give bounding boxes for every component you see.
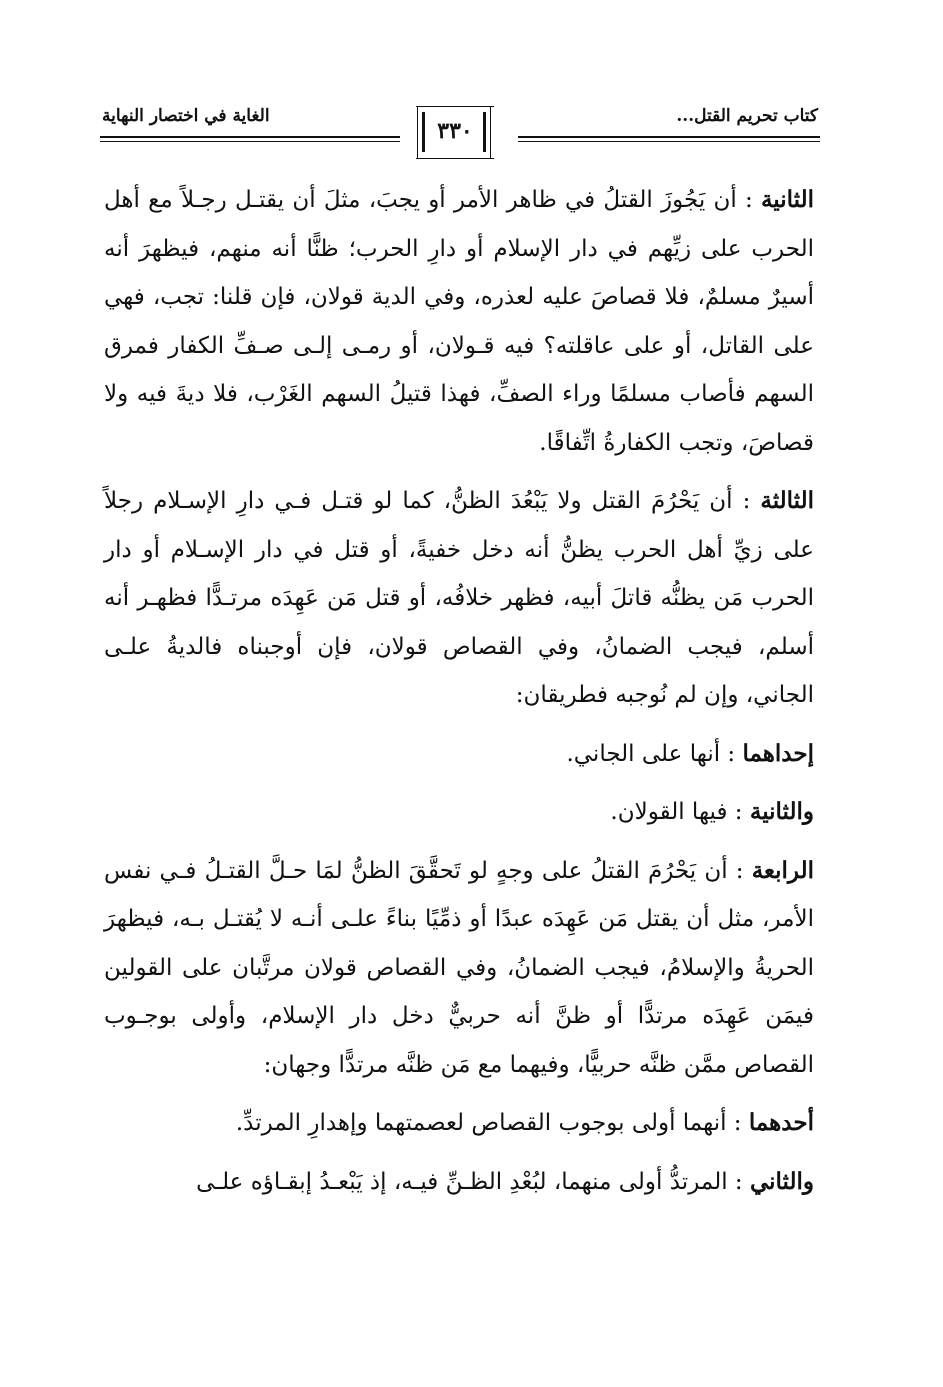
paragraph-term: إحداهما: [742, 739, 814, 767]
chapter-title: كتاب تحريم القتل...: [676, 106, 818, 126]
paragraph-term: الرابعة: [751, 856, 814, 884]
header-rule: [100, 136, 400, 138]
paragraph-text: : المرتدُّ أولى منهما، لبُعْدِ الظـنِّ فيـه، إذ يَبْعـدُ إبقـاؤه علـى: [196, 1168, 743, 1195]
paragraph-term: والثانية: [749, 798, 814, 825]
paragraph: [104, 788, 814, 837]
paragraph-text: : فيها القولان.: [610, 799, 743, 825]
paragraph-text: : أن يَحْرُمَ القتلُ على وجهٍ لو تَحقَّقَ الظنُّ لمَا حـلَّ القتـلُ فـي نفس الأمر، مثل أن يقتل مَن عَهِدَه عبدًا أو ذمِّيًا بناءً علـى أنـه لا يُقتـل بـه، فيظهرَ الحريةُ والإسلامُ، فيجب الضمانُ، وفي القصاص قولان مرتَّبان على القولين فيمَن عَهِدَه مرتدًّا أو ظنَّ أنه حربيٌّ دخل دار الإسلام، وأولى بوجـوب القصاص ممَّن ظنَّه حربيًّا، وفيهما مع مَن ظنَّه مرتدًّا وجهان:: [104, 857, 814, 1078]
paragraph: [104, 477, 814, 720]
paragraph: [104, 176, 814, 467]
paragraph-text: : أنها على الجاني.: [566, 740, 736, 767]
paragraph-text: : أن يَجُوزَ القتلُ في ظاهر الأمر أو يجبَ، مثلَ أن يقتـل رجـلاً مع أهل الحرب على زيِّهم في دار الإسلام أو دارِ الحرب؛ ظنًّا أنه منهم، فيظهرَ أنه أسيرٌ مسلمٌ، فلا قصاصَ عليه لعذره، وفي الدية قولان، فإن قلنا: تجب، فهي على القاتل، أو على عاقلته؟ فيه قـولان، أو رمـى إلـى صـفِّ الكفار فمرق السهم فأصاب مسلمًا وراء الصفِّ، فهذا قتيلُ السهم الغَرْب، فلا ديةَ فيه ولا قصاصَ، وتجب الكفارةُ اتِّفاقًا.: [104, 187, 814, 456]
paragraph-term: أحدهما: [748, 1109, 814, 1136]
paragraph-term: الثانية: [760, 186, 814, 213]
header-rule: [100, 141, 400, 142]
paragraph-term: الثالثة: [760, 487, 814, 514]
book-title: الغاية في اختصار النهاية: [102, 106, 270, 126]
paragraph-term: والثاني: [749, 1167, 814, 1195]
page-number: ٣٣٠: [437, 118, 473, 144]
paragraph-text: : أن يَحْرُمَ القتل ولا يَبْعُدَ الظنُّ، كما لو قتـل فـي دارِ الإسـلام رجلاً على زيِّ أهل الحرب يظنُّ أنه دخل خفيةً، أو قتل في دار الإسـلام أو دار الحرب مَن يظنُّه قاتلَ أبيه، فظهر خلافُه، أو قتل مَن عَهِدَه مرتـدًّا فظهـر أنه أسلم، فيجب الضمانُ، وفي القصاص قولان، فإن أوجبناه فالديةُ علـى الجاني، وإن لم نُوجبه فطريقان:: [104, 488, 815, 708]
paragraph: [104, 847, 814, 1090]
header-rule: [518, 141, 820, 142]
paragraph-text: : أنهما أولى بوجوب القصاص لعصمتهما وإهدارِ المرتدِّ.: [235, 1110, 742, 1136]
header-rule: [518, 136, 820, 138]
page-header: [100, 96, 820, 166]
page-body: [104, 176, 814, 1216]
paragraph: [104, 1158, 814, 1207]
page-number-frame: [416, 102, 494, 156]
paragraph: [104, 1099, 814, 1148]
paragraph: [104, 730, 814, 779]
